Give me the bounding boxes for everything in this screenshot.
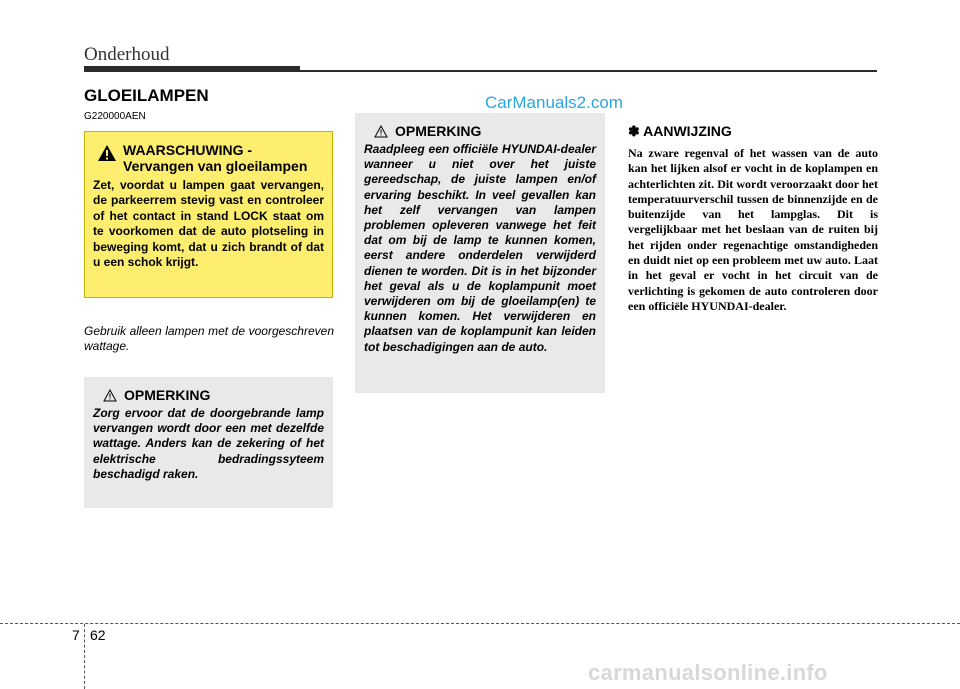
note-box-wattage <box>84 377 333 508</box>
section-code: G220000AEN <box>84 111 146 122</box>
header-title: Onderhoud <box>84 44 170 65</box>
caution-triangle-icon <box>374 125 388 138</box>
note-title: OPMERKING <box>124 387 211 403</box>
note-text: Raadpleeg een officiële HYUNDAI-dealer wanneer u niet over het juiste gereedschap, de juiste lampen en/of ervaring beschikt. In veel gevallen kan het zelf vervangen van lampen problemen opleveren vanwege het feit dat om bij de lamp te kunnen komen, eerst andere onderdelen verwijderd dienen te worden. Dit is in het bijzonder het geval als u de koplampunit moet verwijderen om bij de gloeilamp(en) te kunnen komen. Het verwijderen en plaatsen van de koplampunit kan leiden tot beschadigingen aan de auto. <box>364 142 596 354</box>
section-title: GLOEILAMPEN <box>84 86 209 105</box>
page-number: 62 <box>90 627 106 643</box>
warning-header <box>93 142 324 174</box>
header-rule <box>300 70 877 72</box>
watermark-bottom: carmanualsonline.info <box>588 660 828 685</box>
note-header <box>93 387 324 403</box>
hint-header <box>628 123 732 140</box>
hint-title: AANWIJZING <box>643 123 732 139</box>
note-header <box>364 123 596 139</box>
chapter-number: 7 <box>72 627 80 643</box>
warning-subtitle: Vervangen van gloeilampen <box>123 158 308 174</box>
warning-triangle-icon <box>97 144 117 162</box>
caution-triangle-icon <box>103 389 117 402</box>
note-text: Zorg ervoor dat de doorgebrande lamp vervangen wordt door een met dezelfde wattage. Anders kan de zekering of het elektrische bedradingssyteem beschadigd raken. <box>93 406 324 481</box>
note-title: OPMERKING <box>395 123 482 139</box>
footer-rule <box>0 623 960 624</box>
asterisk-icon: ✽ <box>628 123 640 139</box>
intro-text: Gebruik alleen lampen met de voorgeschreven wattage. <box>84 324 334 353</box>
warning-text: Zet, voordat u lampen gaat vervangen, de parkeerrem stevig vast en controleer of het contact in stand LOCK staat om te voorkomen dat de auto plotseling in beweging komt, dat u zich brandt of dat u een schok krijgt. <box>93 178 324 270</box>
note-box-dealer <box>355 113 605 393</box>
footer-divider <box>84 624 85 689</box>
warning-box <box>84 131 333 298</box>
hint-text: Na zware regenval of het wassen van de auto kan het lijken alsof er vocht in de koplampen en achterlichten zit. Dit wordt veroorzaakt door het temperatuurverschil tussen de binnenzijde en de buitenzijde van het lampglas. Dit is vergelijkbaar met het beslaan van de ruiten bij het rijden onder regenachtige omstandigheden en duidt niet op een probleem met uw auto. Laat in het geval er vocht in het circuit van de verlichting is gekomen de auto controleren door een officiële HYUNDAI-dealer. <box>628 146 878 313</box>
watermark-top: CarManuals2.com <box>485 93 623 112</box>
warning-title: WAARSCHUWING - <box>123 142 253 158</box>
header-bar <box>84 66 300 72</box>
